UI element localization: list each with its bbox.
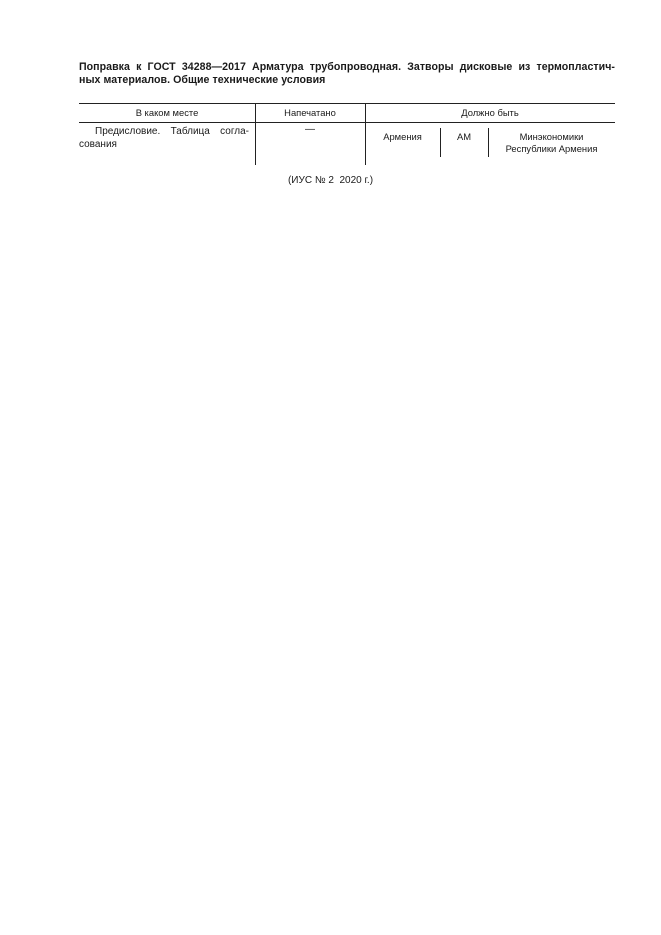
cell-where-line-1: Предисловие. Таблица согла- [95,126,249,137]
header-printed: Напечатано [284,107,336,118]
cell-where [79,126,249,151]
amendment-title-line-2: ных материалов. Общие технические условия [79,74,326,86]
amendment-table [79,103,615,165]
cell-should-country: Армения [383,131,422,142]
cell-should-org-line-2: Республики Армения [505,143,598,154]
cell-printed: — [305,124,315,135]
header-where: В каком месте [135,107,199,118]
ius-reference: (ИУС № 2 2020 г.) [287,175,374,186]
table-top-rule [79,103,615,104]
table-header-rule [79,122,615,123]
header-should-be: Должно быть [461,107,519,118]
cell-should-org [488,131,615,155]
cell-should-code: AM [456,131,472,142]
amendment-title-line-1: Поправка к ГОСТ 34288—2017 Арматура трубопроводная. Затворы дисковые из термопластич- [79,61,615,73]
amendment-title [79,61,615,87]
cell-should-org-line-1: Минэкономики [519,131,584,142]
cell-where-line-2: сования [79,138,117,150]
